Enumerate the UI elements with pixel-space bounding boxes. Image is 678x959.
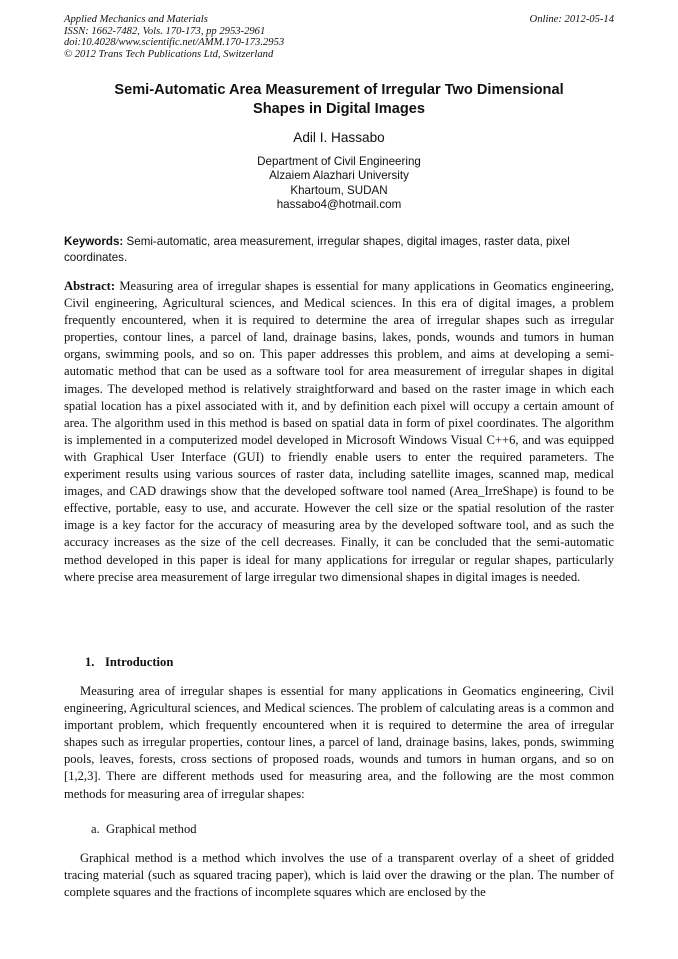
subsection-number: a. bbox=[91, 822, 100, 836]
keywords bbox=[64, 234, 614, 265]
section-title: Introduction bbox=[105, 655, 174, 669]
affiliation bbox=[64, 155, 614, 213]
subsection-title: Graphical method bbox=[106, 822, 197, 836]
running-header bbox=[64, 14, 614, 60]
copyright: © 2012 Trans Tech Publications Ltd, Switzerland bbox=[64, 48, 274, 60]
email: hassabo4@hotmail.com bbox=[276, 198, 402, 212]
title-line-1: Semi-Automatic Area Measurement of Irregular Two Dimensional bbox=[114, 82, 564, 98]
keywords-label: Keywords: bbox=[64, 235, 124, 248]
abstract-text: Measuring area of irregular shapes is essential for many applications in Geomatics engineering, Civil engineering, Agricultural sciences, and Medical sciences. In this era of digital images, a problem frequently encountered, when it is required to determine the area of irregular shapes such as irregular properties, contour lines, a parcel of land, drainage basins, lakes, ponds, wounds and tumors in human organs, swimming pools, and so on. This paper addresses this problem, and aims at developing a semi-automatic method that can be used as a software tool for area measurement of irregular shapes in digital images. The developed method is relatively straightforward and based on the raster image in which each spatial location has a pixel associated with it, and by definition each pixel will occupy a certain amount of area. The algorithm used in this method is based on spatial data in form of pixel coordinates. The algorithm is implemented in a computerized model developed in Microsoft Windows Visual C++6, and was equipped with Graphical User Interface (GUI) to friendly enable users to enter the required parameters. The experiment results using various sources of raster data, including satellite images, scanned map, medical images, and CAD drawings show that the developed software tool named (Area_IrreShape) is found to be effective, portable, easy to use, and accurate. However the cell size or the spatial resolution of the raster image is a key factor for the accuracy of measuring area by the developed software tool, and as such the accuracy increases as the size of the cell decreases. Finally, it can be concluded that the semi-automatic method developed in this paper is ideal for many applications for irregular or regular shapes, particularly where precise area measurement of large irregular two dimensional shapes in digital images is needed. bbox=[64, 279, 614, 584]
abstract-label: Abstract: bbox=[64, 279, 116, 293]
section-heading-introduction bbox=[85, 654, 173, 670]
paper-title bbox=[64, 81, 614, 119]
introduction-paragraph: Measuring area of irregular shapes is essential for many applications in Geomatics engineering, Civil engineering, Agricultural sciences, and Medical sciences. The problem of calculating areas is a common and important problem, which frequently encountered when it is required to determine the area of irregular shapes such as irregular properties, contour lines, a parcel of land, drainage basins, lakes, ponds, swimming pools, leaves, forests, cross sections of proposed roads, wounds and tumors in human organs, and so on [1,2,3]. There are different methods used for measuring area, and the following are the most common methods for measuring area of irregular shapes: bbox=[64, 684, 614, 801]
city: Khartoum, SUDAN bbox=[290, 183, 388, 197]
title-line-2: Shapes in Digital Images bbox=[253, 101, 425, 117]
department: Department of Civil Engineering bbox=[257, 155, 421, 168]
issn: ISSN: 1662-7482, Vols. 170-173, pp 2953-2961 bbox=[64, 25, 266, 37]
doi: doi:10.4028/www.scientific.net/AMM.170-173.2953 bbox=[64, 37, 285, 49]
keywords-text: Semi-automatic, area measurement, irregular shapes, digital images, raster data, pixel coordinates. bbox=[64, 235, 570, 264]
university: Alzaiem Alazhari University bbox=[269, 169, 409, 183]
section-number: 1. bbox=[85, 655, 95, 669]
graphical-method-paragraph: Graphical method is a method which involves the use of a transparent overlay of a sheet of gridded tracing material (such as squared tracing paper), which is laid over the drawing or the plan. The number of complete squares and the fractions of incomplete squares which are enclosed by the bbox=[64, 851, 614, 900]
abstract bbox=[64, 278, 614, 586]
author-name: Adil I. Hassabo bbox=[293, 130, 385, 145]
online-date: Online: 2012-05-14 bbox=[529, 14, 614, 25]
subsection-heading-graphical bbox=[91, 821, 197, 837]
journal-name: Applied Mechanics and Materials bbox=[64, 14, 208, 25]
